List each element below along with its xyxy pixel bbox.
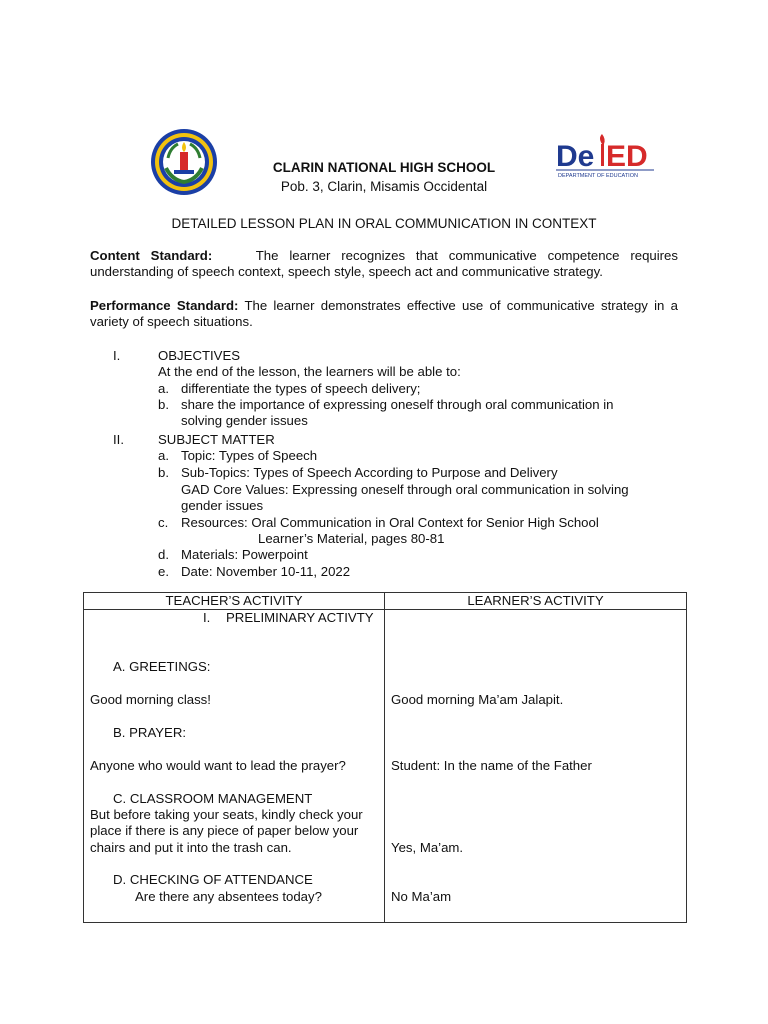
school-address: Pob. 3, Clarin, Misamis Occidental	[280, 179, 488, 194]
svg-text:De: De	[556, 140, 595, 173]
performance-standard-text: The learner demonstrates effective use of communicative strategy in a variety of speech situations.	[90, 298, 678, 330]
classroom-reply: Yes, Ma’am.	[391, 840, 464, 855]
subject-numeral: II.	[113, 432, 124, 447]
learner-activity-header: LEARNER’S ACTIVITY	[385, 593, 687, 610]
objectives-heading: OBJECTIVES	[158, 348, 241, 363]
objectives-intro: At the end of the lesson, the learners will be able to:	[158, 364, 461, 379]
objective-a-text: differentiate the types of speech delivery;	[181, 381, 421, 396]
classroom-heading: C. CLASSROOM MANAGEMENT	[113, 791, 313, 806]
subject-date: Date: November 10-11, 2022	[181, 564, 351, 579]
attendance-line: Are there any absentees today?	[135, 889, 322, 904]
performance-standard-label: Performance Standard:	[90, 298, 239, 313]
teacher-activity-header: TEACHER’S ACTIVITY	[84, 593, 385, 610]
preliminary-numeral: I.	[203, 610, 211, 625]
subject-topic: Topic: Types of Speech	[181, 448, 318, 463]
activity-table	[83, 592, 687, 923]
svg-text:DEPARTMENT OF EDUCATION: DEPARTMENT OF EDUCATION	[558, 173, 638, 179]
document-title: DETAILED LESSON PLAN IN ORAL COMMUNICATION IN CONTEXT	[171, 216, 597, 231]
greetings-heading: A. GREETINGS:	[113, 659, 211, 674]
subject-gad-values: GAD Core Values: Expressing oneself through oral communication in solving	[181, 482, 629, 497]
prayer-heading: B. PRAYER:	[113, 725, 187, 740]
preliminary-title: PRELIMINARY ACTIVTY	[226, 610, 374, 625]
performance-standard	[90, 298, 678, 331]
objective-b-letter: b.	[158, 397, 169, 412]
prayer-reply: Student: In the name of the Father	[391, 758, 592, 773]
subject-gad-cont: gender issues	[181, 498, 264, 513]
subject-heading: SUBJECT MATTER	[158, 432, 275, 447]
classroom-line-2: place if there is any piece of paper below your	[90, 823, 359, 838]
subject-d-letter: d.	[158, 547, 169, 562]
activity-table-row	[84, 610, 687, 923]
greetings-reply: Good morning Ma’am Jalapit.	[391, 692, 564, 707]
subject-subtopics: Sub-Topics: Types of Speech According to Purpose and Delivery	[181, 465, 558, 480]
content-standard	[90, 248, 678, 281]
school-name: CLARIN NATIONAL HIGH SCHOOL	[272, 160, 496, 175]
teacher-activity-cell	[84, 610, 385, 923]
activity-table-header-row	[84, 593, 687, 610]
greetings-line: Good morning class!	[90, 692, 211, 707]
svg-text:ED: ED	[606, 140, 648, 173]
attendance-heading: D. CHECKING OF ATTENDANCE	[113, 872, 313, 887]
subject-a-letter: a.	[158, 448, 169, 463]
content-standard-text: The learner recognizes that communicative competence requires understanding of speech context, speech style, speech act and communicative strategy.	[90, 248, 678, 280]
objective-b-cont: solving gender issues	[181, 413, 308, 428]
subject-e-letter: e.	[158, 564, 169, 579]
attendance-reply: No Ma’am	[391, 889, 452, 904]
subject-b-letter: b.	[158, 465, 169, 480]
objective-a-letter: a.	[158, 381, 169, 396]
learner-activity-cell	[385, 610, 687, 923]
prayer-line: Anyone who would want to lead the prayer?	[90, 758, 346, 773]
objectives-numeral: I.	[113, 348, 121, 363]
subject-materials: Materials: Powerpoint	[181, 547, 308, 562]
subject-resources-cont: Learner’s Material, pages 80-81	[258, 531, 445, 546]
classroom-line-3: chairs and put it into the trash can.	[90, 840, 292, 855]
subject-resources: Resources: Oral Communication in Oral Context for Senior High School	[181, 515, 599, 530]
objective-b-text: share the importance of expressing oneself through oral communication in	[181, 397, 614, 412]
content-standard-label: Content Standard:	[90, 248, 213, 263]
subject-c-letter: c.	[158, 515, 169, 530]
classroom-line-1: But before taking your seats, kindly check your	[90, 807, 363, 822]
